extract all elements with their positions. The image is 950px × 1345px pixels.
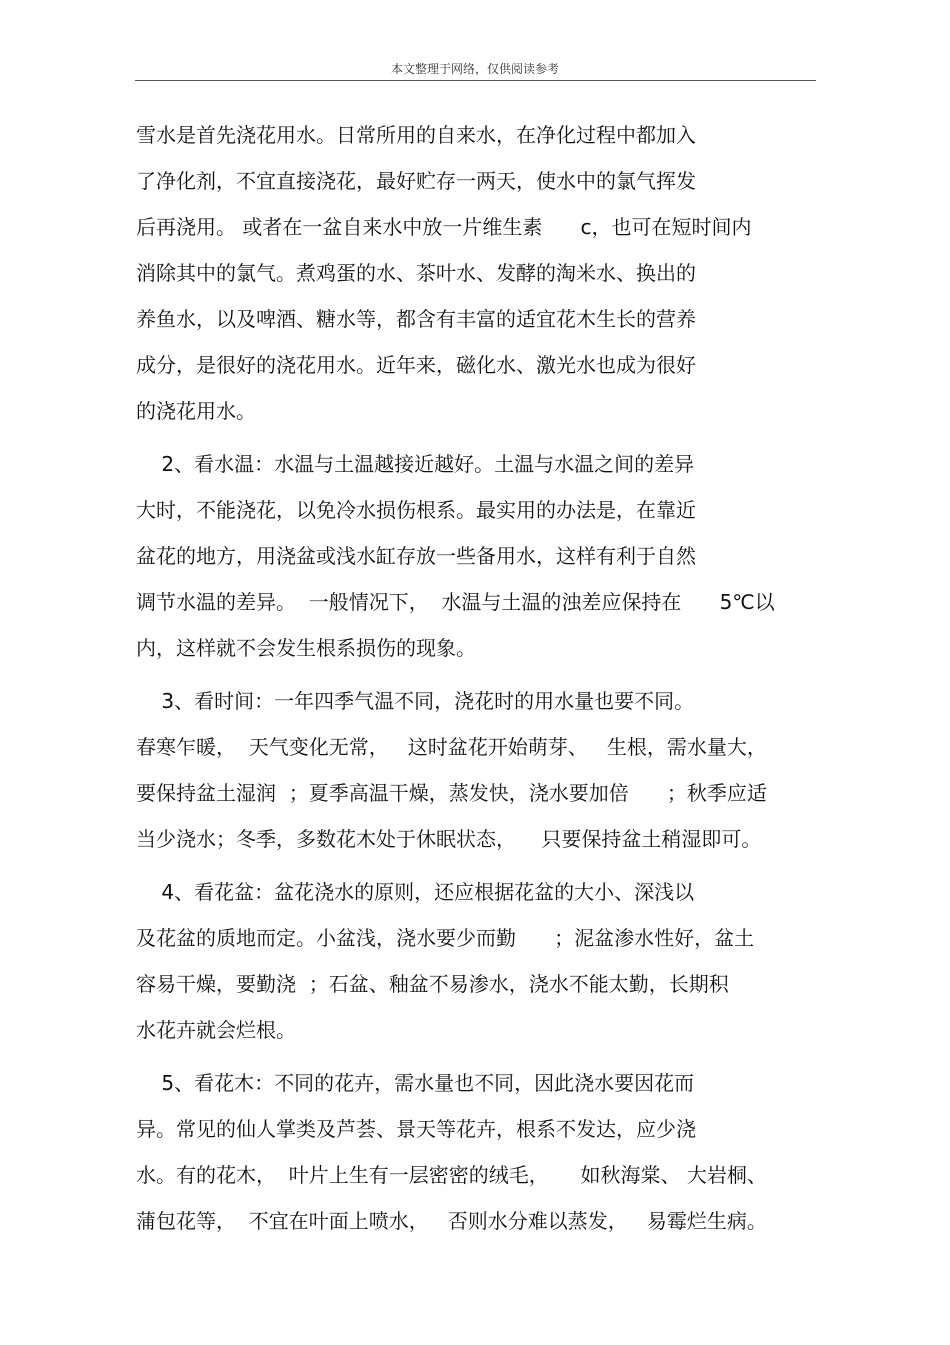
paragraph-water-source: [136, 112, 826, 434]
text-line: 的浇花用水。: [136, 399, 256, 423]
header-rule: [135, 80, 816, 81]
text-line: 4、看花盆：盆花浇水的原则，还应根据花盆的大小、深浅以: [136, 880, 695, 904]
text-line: 要保持盆土湿润 ；夏季高温干燥，蒸发快，浇水要加倍 ；秋季应适: [136, 781, 767, 805]
paragraph-water-temperature: [136, 441, 826, 671]
text-line: 后再浇用。 或者在一盆自来水中放一片维生素 c，也可在短时间内: [136, 215, 752, 239]
text-line: 大时，不能浇花，以免冷水损伤根系。最实用的办法是，在靠近: [136, 498, 696, 522]
text-line: 水花卉就会烂根。: [136, 1018, 296, 1042]
text-line: 容易干燥，要勤浇 ；石盆、釉盆不易渗水，浇水不能太勤，长期积: [136, 972, 729, 996]
text-line: 成分，是很好的浇花用水。近年来，磁化水、激光水也成为很好: [136, 353, 696, 377]
paragraph-flowerpot: [136, 869, 826, 1053]
text-line: 雪水是首先浇花用水。日常所用的自来水，在净化过程中都加入: [136, 123, 696, 147]
paragraph-timing: [136, 678, 826, 862]
document-body: [136, 112, 826, 1244]
text-line: 当少浇水；冬季，多数花木处于休眠状态， 只要保持盆土稍湿即可。: [136, 827, 762, 851]
text-line: 了净化剂，不宜直接浇花，最好贮存一两天，使水中的氯气挥发: [136, 169, 696, 193]
page-header: 本文整理于网络，仅供阅读参考: [390, 62, 559, 76]
text-line: 2、看水温：水温与土温越接近越好。土温与水温之间的差异: [136, 452, 695, 476]
text-line: 春寒乍暖， 天气变化无常， 这时盆花开始萌芽、 生根，需水量大，: [136, 735, 767, 759]
text-line: 消除其中的氯气。煮鸡蛋的水、茶叶水、发酵的淘米水、换出的: [136, 261, 696, 285]
text-line: 盆花的地方，用浇盆或浅水缸存放一些备用水，这样有利于自然: [136, 544, 696, 568]
text-line: 3、看时间：一年四季气温不同，浇花时的用水量也要不同。: [136, 689, 695, 713]
text-line: 调节水温的差异。 一般情况下， 水温与土温的浊差应保持在 5℃以: [136, 590, 775, 614]
paragraph-plant-type: [136, 1060, 826, 1244]
text-line: 内，这样就不会发生根系损伤的现象。: [136, 636, 476, 660]
text-line: 蒲包花等， 不宜在叶面上喷水， 否则水分难以蒸发， 易霉烂生病。: [136, 1209, 767, 1233]
text-line: 及花盆的质地而定。小盆浅，浇水要少而勤 ；泥盆渗水性好，盆土: [136, 926, 755, 950]
text-line: 异。常见的仙人掌类及芦荟、景天等花卉，根系不发达，应少浇: [136, 1117, 696, 1141]
text-line: 5、看花木：不同的花卉，需水量也不同，因此浇水要因花而: [136, 1071, 695, 1095]
text-line: 养鱼水，以及啤酒、糖水等，都含有丰富的适宜花木生长的营养: [136, 307, 696, 331]
text-line: 水。有的花木， 叶片上生有一层密密的绒毛， 如秋海棠、 大岩桐、: [136, 1163, 767, 1187]
